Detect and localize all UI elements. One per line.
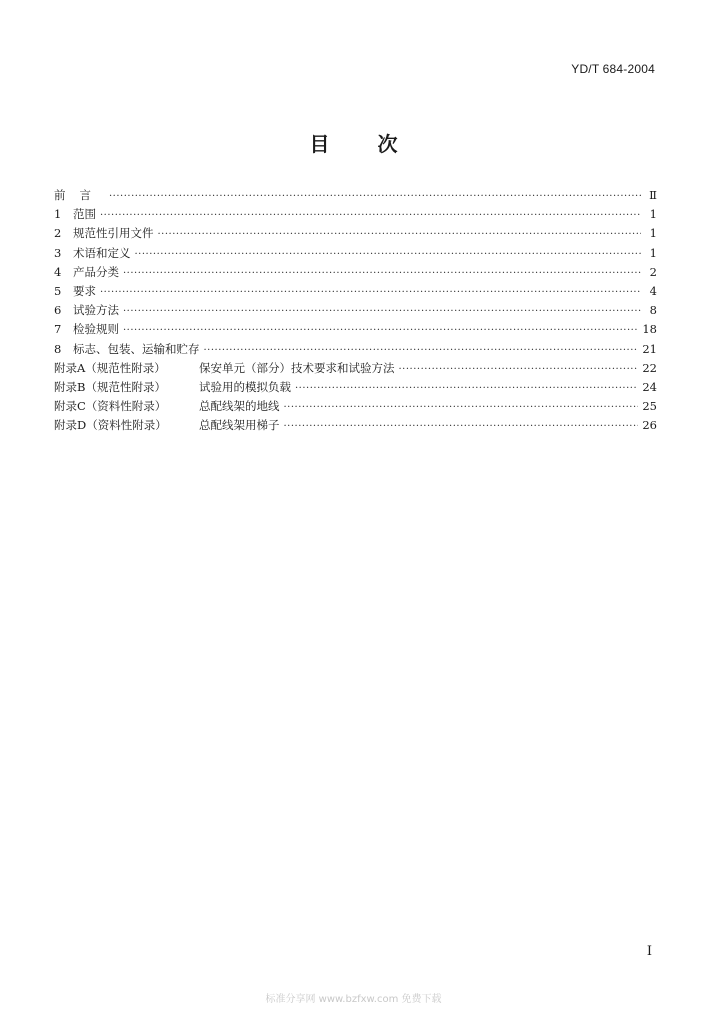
toc-appendix-prefix: 附录B（规范性附录）	[54, 379, 166, 394]
toc-entry-label: 规范性引用文件	[73, 226, 154, 241]
toc-entry-appendix-c[interactable]	[54, 397, 657, 416]
page-number: I	[646, 944, 652, 959]
toc-leader-dots	[123, 264, 641, 283]
toc-entry-label: 试验方法	[73, 303, 119, 318]
toc-entry-label: 总配线架用梯子	[199, 418, 280, 433]
standard-number: YD/T 684-2004	[571, 62, 655, 76]
toc-entry-4[interactable]	[54, 263, 657, 282]
toc-leader-dots	[123, 302, 641, 321]
toc-leader-dots	[135, 245, 642, 264]
toc-entry-page: 8	[649, 303, 657, 318]
toc-entry-page: 1	[649, 226, 657, 241]
table-of-contents	[54, 186, 657, 435]
toc-leader-dots	[158, 225, 642, 244]
toc-entry-page: 24	[642, 379, 657, 394]
toc-entry-page: 26	[642, 418, 657, 433]
toc-leader-dots	[284, 398, 639, 417]
toc-leader-dots	[109, 187, 641, 206]
toc-entry-label: 保安单元（部分）技术要求和试验方法	[199, 360, 395, 375]
toc-leader-dots	[100, 283, 641, 302]
toc-entry-foreword[interactable]	[54, 186, 657, 205]
toc-entry-number: 1	[54, 207, 62, 222]
toc-entry-number: 6	[54, 303, 62, 318]
toc-appendix-prefix: 附录A（规范性附录）	[54, 360, 166, 375]
toc-leader-dots	[204, 341, 639, 360]
toc-entry-number: 8	[54, 341, 62, 356]
toc-entry-number: 5	[54, 283, 62, 298]
watermark: 标准分享网 www.bzfxw.com 免费下载	[265, 994, 442, 1005]
toc-entry-page: Ⅱ	[649, 188, 657, 202]
toc-entry-label: 产品分类	[73, 264, 119, 279]
toc-entry-label: 总配线架的地线	[199, 399, 280, 414]
toc-leader-dots	[399, 360, 639, 379]
toc-entry-2[interactable]	[54, 224, 657, 243]
toc-appendix-prefix: 附录D（资料性附录）	[54, 418, 167, 433]
toc-entry-label: 标志、包装、运输和贮存	[73, 341, 200, 356]
toc-entry-page: 18	[642, 322, 657, 337]
toc-entry-3[interactable]	[54, 244, 657, 263]
toc-entry-5[interactable]	[54, 282, 657, 301]
toc-leader-dots	[123, 321, 638, 340]
toc-entry-label: 前言	[54, 188, 105, 202]
toc-entry-page: 1	[649, 245, 657, 260]
toc-entry-label: 术语和定义	[73, 245, 131, 260]
toc-entry-page: 1	[649, 207, 657, 222]
toc-entry-appendix-b[interactable]	[54, 378, 657, 397]
toc-entry-number: 7	[54, 322, 62, 337]
toc-entry-6[interactable]	[54, 301, 657, 320]
toc-entry-label: 要求	[73, 283, 96, 298]
toc-entry-1[interactable]	[54, 205, 657, 224]
toc-entry-page: 21	[642, 341, 657, 356]
toc-appendix-prefix: 附录C（资料性附录）	[54, 399, 167, 414]
toc-entry-7[interactable]	[54, 320, 657, 339]
toc-entry-page: 22	[642, 360, 657, 375]
toc-entry-label: 试验用的模拟负载	[199, 379, 291, 394]
toc-entry-number: 2	[54, 226, 62, 241]
toc-entry-page: 25	[642, 399, 657, 414]
page-title: 目次	[309, 132, 446, 156]
toc-entry-appendix-a[interactable]	[54, 359, 657, 378]
toc-entry-number: 3	[54, 245, 62, 260]
toc-entry-appendix-d[interactable]	[54, 416, 657, 435]
toc-entry-page: 4	[649, 283, 657, 298]
toc-entry-8[interactable]	[54, 340, 657, 359]
toc-entry-label: 范围	[73, 207, 96, 222]
toc-leader-dots	[100, 206, 641, 225]
toc-entry-page: 2	[649, 264, 657, 279]
toc-entry-number: 4	[54, 264, 62, 279]
toc-leader-dots	[284, 417, 639, 436]
toc-entry-label: 检验规则	[73, 322, 119, 337]
toc-leader-dots	[295, 379, 638, 398]
